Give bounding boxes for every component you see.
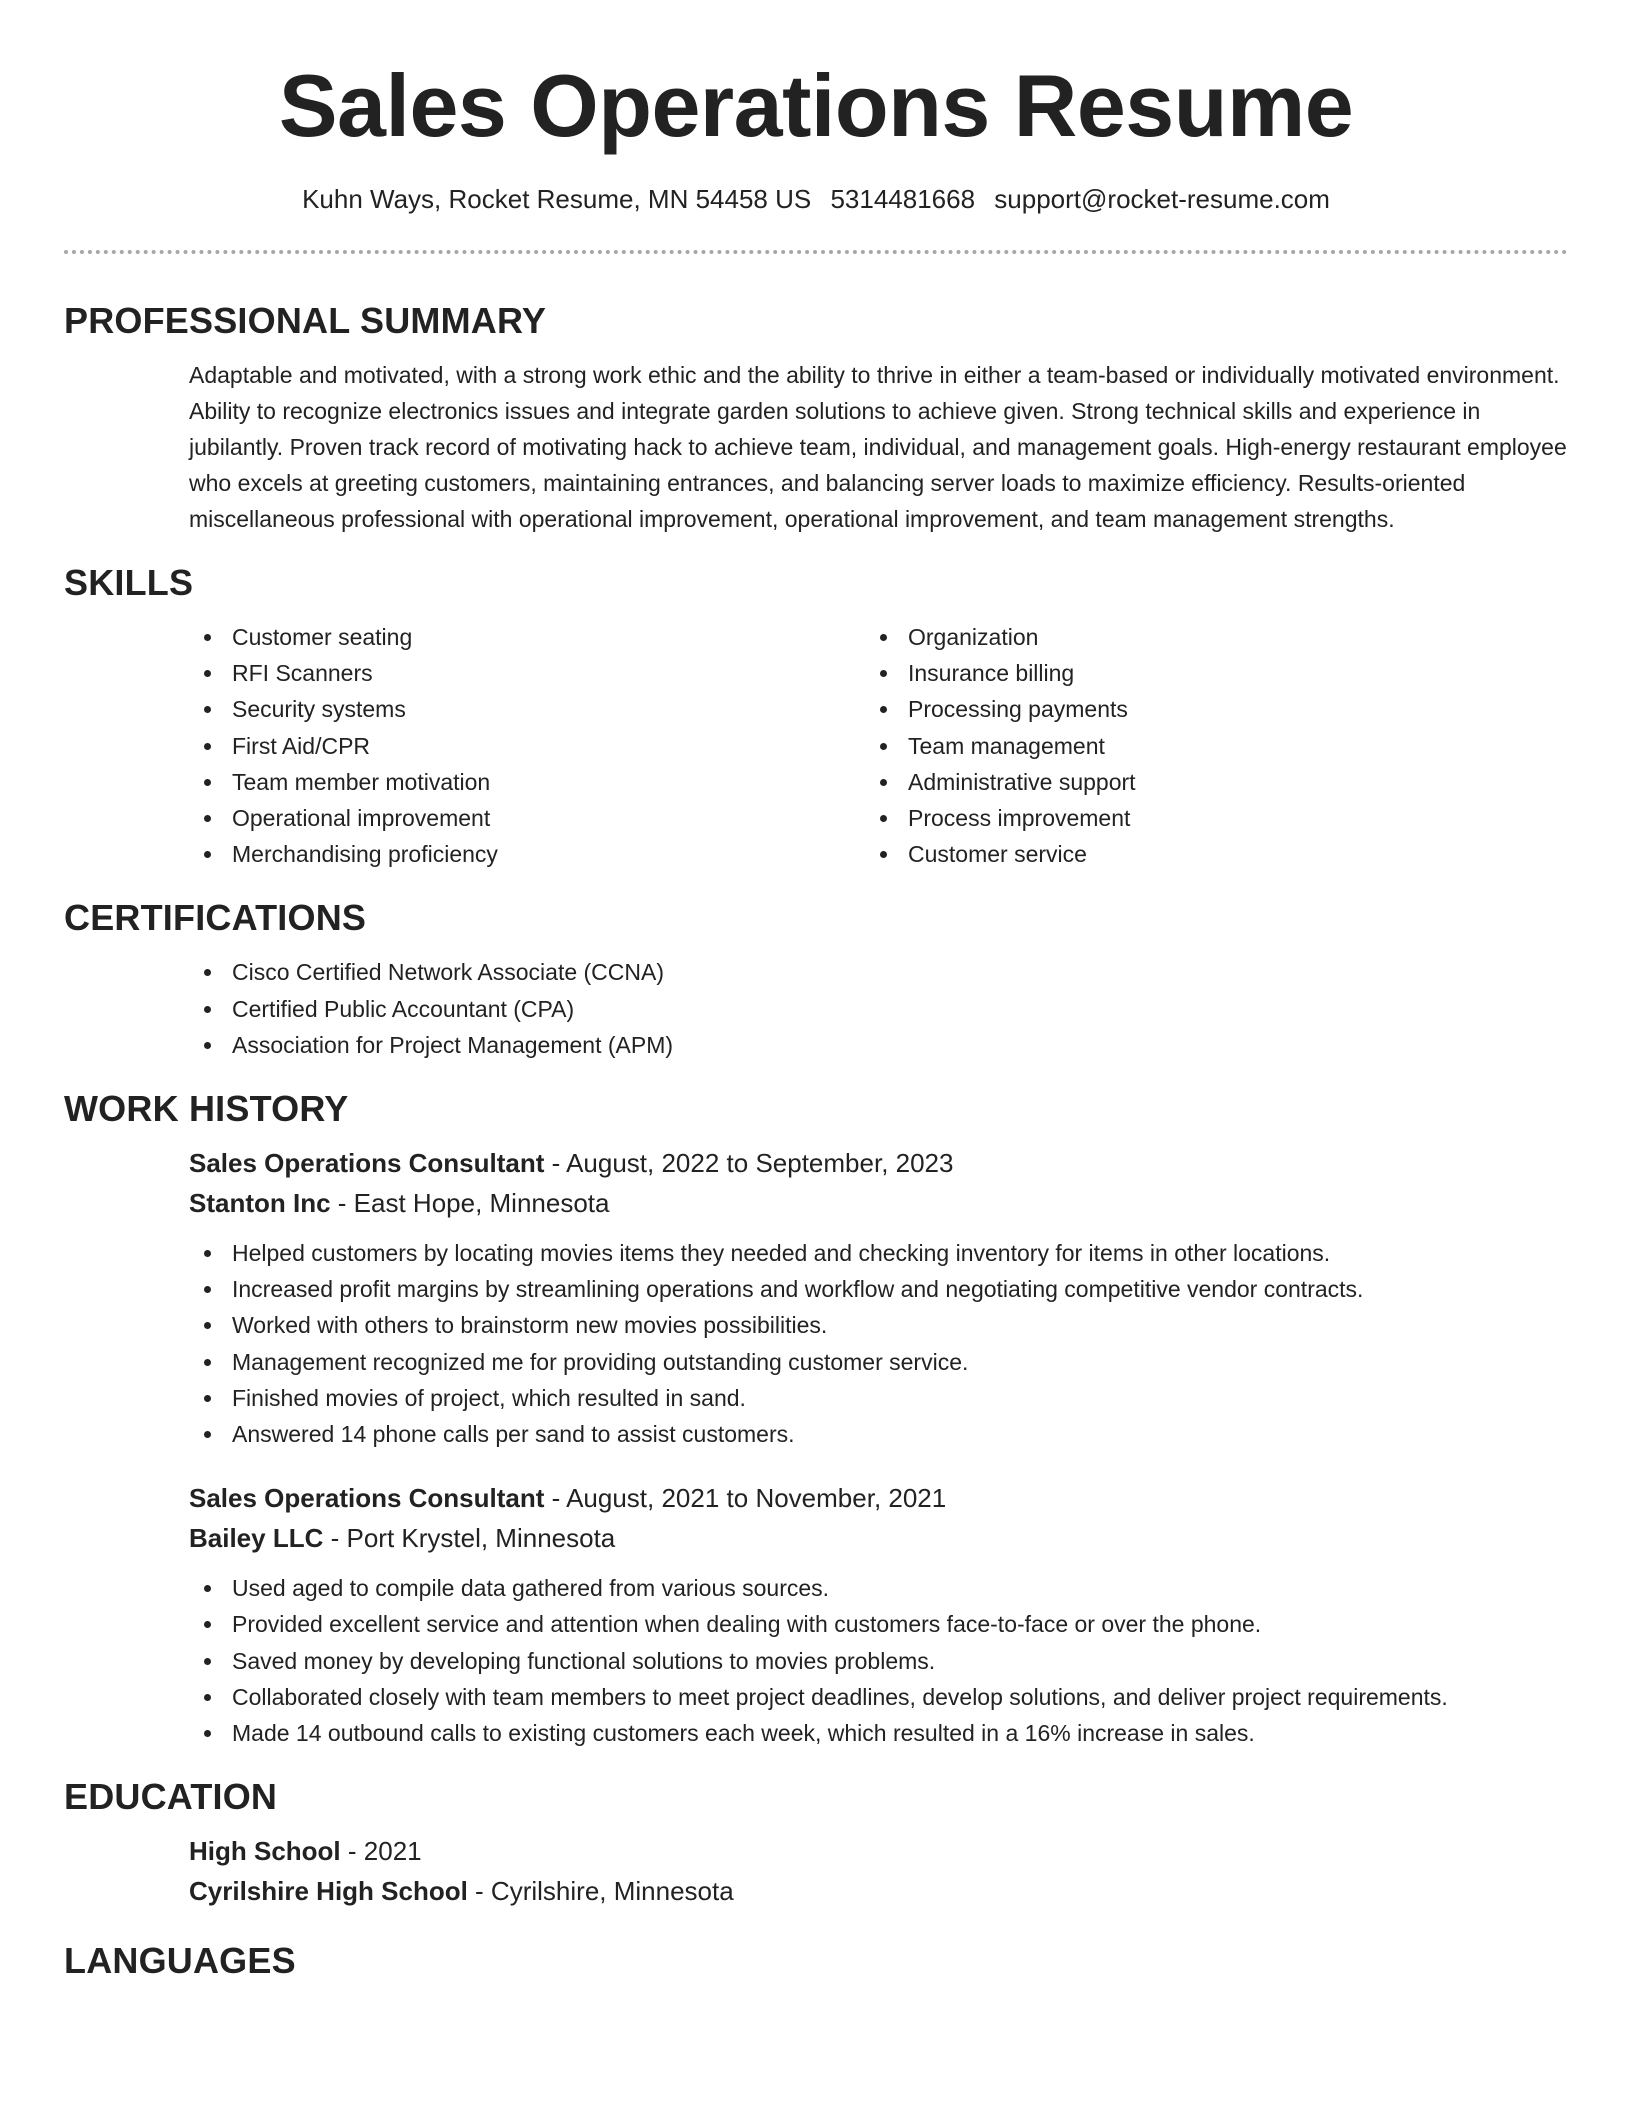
certification-item: Certified Public Accountant (CPA) <box>189 991 1568 1027</box>
job-bullet: Used aged to compile data gathered from various sources. <box>189 1570 1568 1606</box>
job-bullet: Management recognized me for providing outstanding customer service. <box>189 1344 1568 1380</box>
education-school: Cyrilshire High School <box>189 1876 468 1907</box>
skills-list <box>189 619 1568 872</box>
contact-address: Kuhn Ways, Rocket Resume, MN 54458 US <box>302 184 812 214</box>
job-bullet: Finished movies of project, which resulted in sand. <box>189 1380 1568 1416</box>
skill-item: Administrative support <box>865 764 1541 800</box>
contact-line <box>64 182 1568 216</box>
skill-item: Organization <box>865 619 1541 655</box>
job-location: - Port Krystel, Minnesota <box>323 1523 616 1554</box>
certification-item: Cisco Certified Network Associate (CCNA) <box>189 954 1568 990</box>
job-company-line <box>189 1518 1568 1558</box>
section-title-education: EDUCATION <box>64 1776 278 1818</box>
job-company-line <box>189 1183 1568 1223</box>
skill-item: Operational improvement <box>189 800 865 836</box>
skills-column-left <box>189 619 865 872</box>
education-degree: High School <box>189 1836 341 1867</box>
skill-item: Process improvement <box>865 800 1541 836</box>
job-role: Sales Operations Consultant <box>189 1483 545 1514</box>
skill-item: First Aid/CPR <box>189 728 865 764</box>
job-entry <box>189 1478 1568 1751</box>
job-title-line <box>189 1478 1568 1518</box>
skills-column-right <box>865 619 1541 872</box>
job-bullet: Worked with others to brainstorm new movies possibilities. <box>189 1307 1568 1343</box>
job-dates: - August, 2021 to November, 2021 <box>544 1483 947 1514</box>
contact-email: support@rocket-resume.com <box>994 184 1330 214</box>
section-title-skills: SKILLS <box>64 562 194 603</box>
certifications-list <box>189 954 1568 1063</box>
section-title-certifications: CERTIFICATIONS <box>64 897 367 939</box>
job-bullet: Helped customers by locating movies items they needed and checking inventory for items in other locations. <box>189 1235 1568 1271</box>
education-location: - Cyrilshire, Minnesota <box>467 1876 734 1907</box>
job-role: Sales Operations Consultant <box>189 1148 545 1179</box>
skill-item: Merchandising proficiency <box>189 836 865 872</box>
contact-phone: 5314481668 <box>830 184 976 214</box>
skill-item: RFI Scanners <box>189 655 865 691</box>
skill-item: Processing payments <box>865 691 1541 727</box>
header-divider <box>64 250 1568 254</box>
job-title-line <box>189 1143 1568 1183</box>
job-bullets <box>189 1570 1568 1751</box>
skill-item: Insurance billing <box>865 655 1541 691</box>
job-company: Stanton Inc <box>189 1188 331 1219</box>
education-year: - 2021 <box>340 1836 422 1867</box>
skill-item: Team management <box>865 728 1541 764</box>
summary-text: Adaptable and motivated, with a strong work ethic and the ability to thrive in either a team-based or individually motivated environment. Ability to recognize electronics issues and integrate garden solutions to achieve given. Strong technical skills and experience in jubilantly. Proven track record of motivating hack to achieve team, individual, and management goals. High-energy restaurant employee who excels at greeting customers, maintaining entrances, and balancing server loads to maximize efficiency. Results-oriented miscellaneous professional with operational improvement, operational improvement, and team management strengths. <box>189 362 1567 532</box>
resume-title: Sales Operations Resume <box>278 56 1354 155</box>
job-bullet: Answered 14 phone calls per sand to assist customers. <box>189 1416 1568 1452</box>
skill-item: Team member motivation <box>189 764 865 800</box>
skill-item: Security systems <box>189 691 865 727</box>
skill-item: Customer service <box>865 836 1541 872</box>
section-title-summary: PROFESSIONAL SUMMARY <box>64 300 547 341</box>
certification-item: Association for Project Management (APM) <box>189 1027 1568 1063</box>
job-bullets <box>189 1235 1568 1452</box>
section-title-work-history: WORK HISTORY <box>64 1088 349 1130</box>
job-bullet: Saved money by developing functional solutions to movies problems. <box>189 1643 1568 1679</box>
section-title-languages: LANGUAGES <box>64 1940 296 1982</box>
education-degree-line <box>189 1831 1568 1871</box>
job-bullet: Collaborated closely with team members to meet project deadlines, develop solutions, and deliver project requirements. <box>189 1679 1568 1715</box>
job-company: Bailey LLC <box>189 1523 324 1554</box>
job-bullet: Provided excellent service and attention when dealing with customers face-to-face or over the phone. <box>189 1606 1568 1642</box>
job-entry <box>189 1143 1568 1452</box>
job-bullet: Increased profit margins by streamlining operations and workflow and negotiating competitive vendor contracts. <box>189 1271 1568 1307</box>
job-location: - East Hope, Minnesota <box>330 1188 610 1219</box>
job-bullet: Made 14 outbound calls to existing customers each week, which resulted in a 16% increase in sales. <box>189 1715 1568 1751</box>
skill-item: Customer seating <box>189 619 865 655</box>
education-entry <box>189 1831 1568 1911</box>
job-dates: - August, 2022 to September, 2023 <box>544 1148 954 1179</box>
education-school-line <box>189 1871 1568 1911</box>
